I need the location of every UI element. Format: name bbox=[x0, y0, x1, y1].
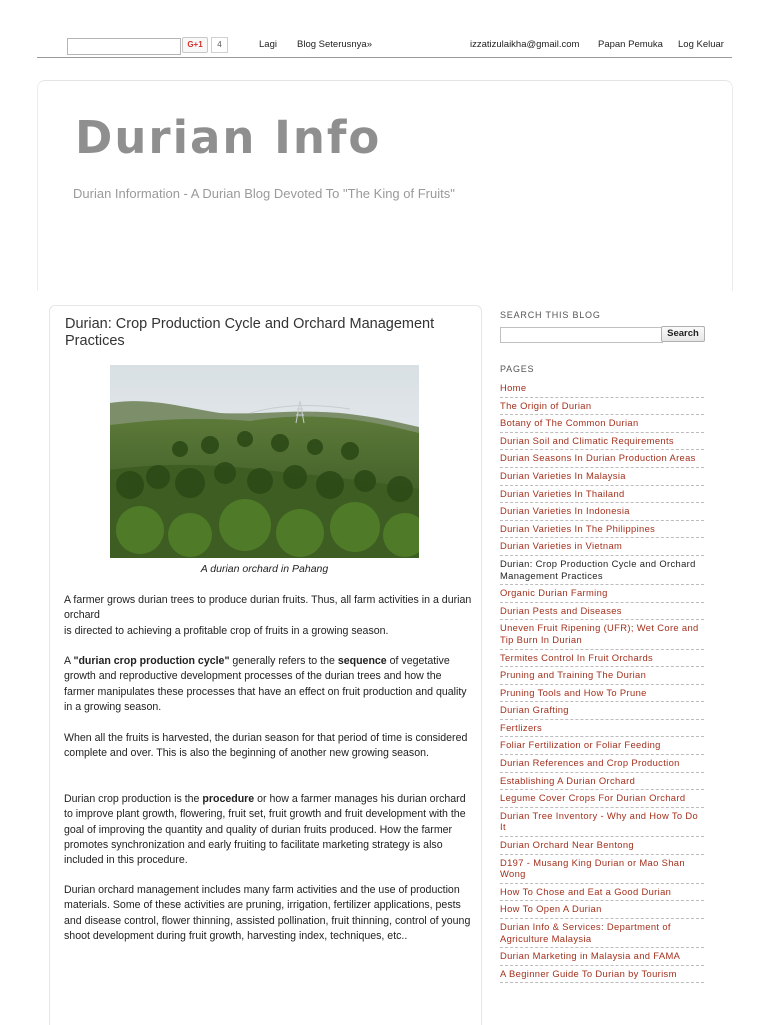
page-link-pruning-training[interactable]: Pruning and Training The Durian bbox=[500, 667, 704, 685]
paragraph-1-text-b: is directed to achieving a profitable crop of fruits in a growing season. bbox=[64, 624, 389, 637]
search-button[interactable]: Search bbox=[661, 326, 705, 342]
blog-title[interactable]: Durian Info bbox=[75, 111, 382, 164]
next-blog-link[interactable]: Blog Seterusnya» bbox=[297, 39, 372, 50]
page-link-musang-king[interactable]: D197 - Musang King Durian or Mao Shan Wong bbox=[500, 855, 704, 884]
paragraph-4-text-a: Durian crop production is the bbox=[64, 793, 203, 805]
page-link-botany[interactable]: Botany of The Common Durian bbox=[500, 415, 704, 433]
page-link-varieties-thailand[interactable]: Durian Varieties In Thailand bbox=[500, 486, 704, 504]
page-link-home[interactable]: Home bbox=[500, 380, 704, 398]
page-link-seasons[interactable]: Durian Seasons In Durian Production Areas bbox=[500, 450, 704, 468]
page-link-soil-climate[interactable]: Durian Soil and Climatic Requirements bbox=[500, 433, 704, 451]
bold-term-sequence: sequence bbox=[337, 655, 387, 667]
post-paragraph-2 bbox=[64, 654, 474, 715]
navbar bbox=[0, 0, 768, 58]
bold-term-procedure: procedure bbox=[202, 793, 255, 805]
page-link-bentong[interactable]: Durian Orchard Near Bentong bbox=[500, 837, 704, 855]
page-link-establishing[interactable]: Establishing A Durian Orchard bbox=[500, 773, 704, 791]
navbar-search-input[interactable] bbox=[67, 38, 181, 55]
google-plus-button[interactable]: G+1 bbox=[182, 37, 208, 53]
orchard-photo bbox=[110, 365, 419, 558]
more-link[interactable]: Lagi bbox=[259, 39, 277, 50]
bold-term-crop-production-cycle: "durian crop production cycle" bbox=[73, 655, 230, 667]
page-link-varieties-philippines[interactable]: Durian Varieties In The Philippines bbox=[500, 521, 704, 539]
search-heading: SEARCH THIS BLOG bbox=[500, 310, 601, 320]
post-title: Durian: Crop Production Cycle and Orchard Management Practices bbox=[65, 316, 435, 349]
google-plus-count: 4 bbox=[211, 37, 228, 53]
page-link-marketing[interactable]: Durian Marketing in Malaysia and FAMA bbox=[500, 948, 704, 966]
page-link-origin[interactable]: The Origin of Durian bbox=[500, 398, 704, 416]
navbar-divider bbox=[37, 57, 732, 58]
page-link-fertilizers[interactable]: Fertlizers bbox=[500, 720, 704, 738]
pages-heading: PAGES bbox=[500, 364, 535, 374]
paragraph-4-text-b: or how a farmer manages his durian orchard to improve plant growth, flowering, fruit set, fruit growth and fruit development with the goal of improving the quantity and quality of durian fruits produced. How the farmer promotes synchronization and early fruiting to facilitate marketing strategy is also included in this procedure. bbox=[64, 793, 466, 867]
page-link-foliar[interactable]: Foliar Fertilization or Foliar Feeding bbox=[500, 737, 704, 755]
page-link-inventory[interactable]: Durian Tree Inventory - Why and How To Do It bbox=[500, 808, 704, 837]
page-link-beginner-guide[interactable]: A Beginner Guide To Durian by Tourism bbox=[500, 966, 704, 984]
paragraph-2-text-c: of vegetative growth and reproductive development processes of the durian trees and how the farmer manipulates these processes that have an effect on fruit production and quality in a growing season. bbox=[64, 655, 467, 713]
paragraph-2-text-b: generally refers to the bbox=[229, 655, 338, 667]
page-link-grafting[interactable]: Durian Grafting bbox=[500, 702, 704, 720]
page-link-current-crop-production[interactable]: Durian: Crop Production Cycle and Orchard Management Practices bbox=[500, 556, 704, 585]
paragraph-1-text-a: A farmer grows durian trees to produce durian fruits. Thus, all farm activities in a durian orchard bbox=[64, 594, 472, 622]
page-link-pruning-tools[interactable]: Pruning Tools and How To Prune bbox=[500, 685, 704, 703]
post-paragraph-1 bbox=[64, 593, 474, 639]
paragraph-2-text-a: A bbox=[64, 655, 74, 667]
post-paragraph-5: Durian orchard management includes many farm activities and the use of production materials. Some of these activities are pruning, irrigation, fertilizer applications, pests and disease control, flower thinning, assisted pollination, fruit thinning, control of young shoot development during fruit growth, harvesting index, techniques, etc.. bbox=[64, 884, 471, 942]
page-link-cover-crops[interactable]: Legume Cover Crops For Durian Orchard bbox=[500, 790, 704, 808]
logout-link[interactable]: Log Keluar bbox=[678, 39, 724, 50]
page-link-termites[interactable]: Termites Control In Fruit Orchards bbox=[500, 650, 704, 668]
page-link-department[interactable]: Durian Info & Services: Department of Agriculture Malaysia bbox=[500, 919, 704, 948]
dashboard-link[interactable]: Papan Pemuka bbox=[598, 39, 663, 50]
user-email: izzatizulaikha@gmail.com bbox=[470, 39, 580, 50]
post-image-durian-orchard[interactable] bbox=[110, 365, 419, 558]
page-link-organic[interactable]: Organic Durian Farming bbox=[500, 585, 704, 603]
page-link-ufr[interactable]: Uneven Fruit Ripening (UFR); Wet Core and Tip Burn In Durian bbox=[500, 620, 704, 649]
page-link-references[interactable]: Durian References and Crop Production bbox=[500, 755, 704, 773]
page-link-pests[interactable]: Durian Pests and Diseases bbox=[500, 603, 704, 621]
pages-list bbox=[500, 380, 704, 983]
blog-description: Durian Information - A Durian Blog Devoted To "The King of Fruits" bbox=[73, 186, 455, 201]
post-paragraph-4 bbox=[64, 792, 474, 868]
page-link-varieties-vietnam[interactable]: Durian Varieties in Vietnam bbox=[500, 538, 704, 556]
sidebar-search-input[interactable] bbox=[500, 327, 663, 343]
page-link-choose-eat[interactable]: How To Chose and Eat a Good Durian bbox=[500, 884, 704, 902]
page-link-varieties-indonesia[interactable]: Durian Varieties In Indonesia bbox=[500, 503, 704, 521]
image-caption: A durian orchard in Pahang bbox=[200, 563, 329, 575]
page-link-open[interactable]: How To Open A Durian bbox=[500, 901, 704, 919]
post-paragraph-3: When all the fruits is harvested, the durian season for that period of time is considered complete and over. This is also the beginning of another new growing season. bbox=[64, 732, 468, 760]
page-link-varieties-malaysia[interactable]: Durian Varieties In Malaysia bbox=[500, 468, 704, 486]
